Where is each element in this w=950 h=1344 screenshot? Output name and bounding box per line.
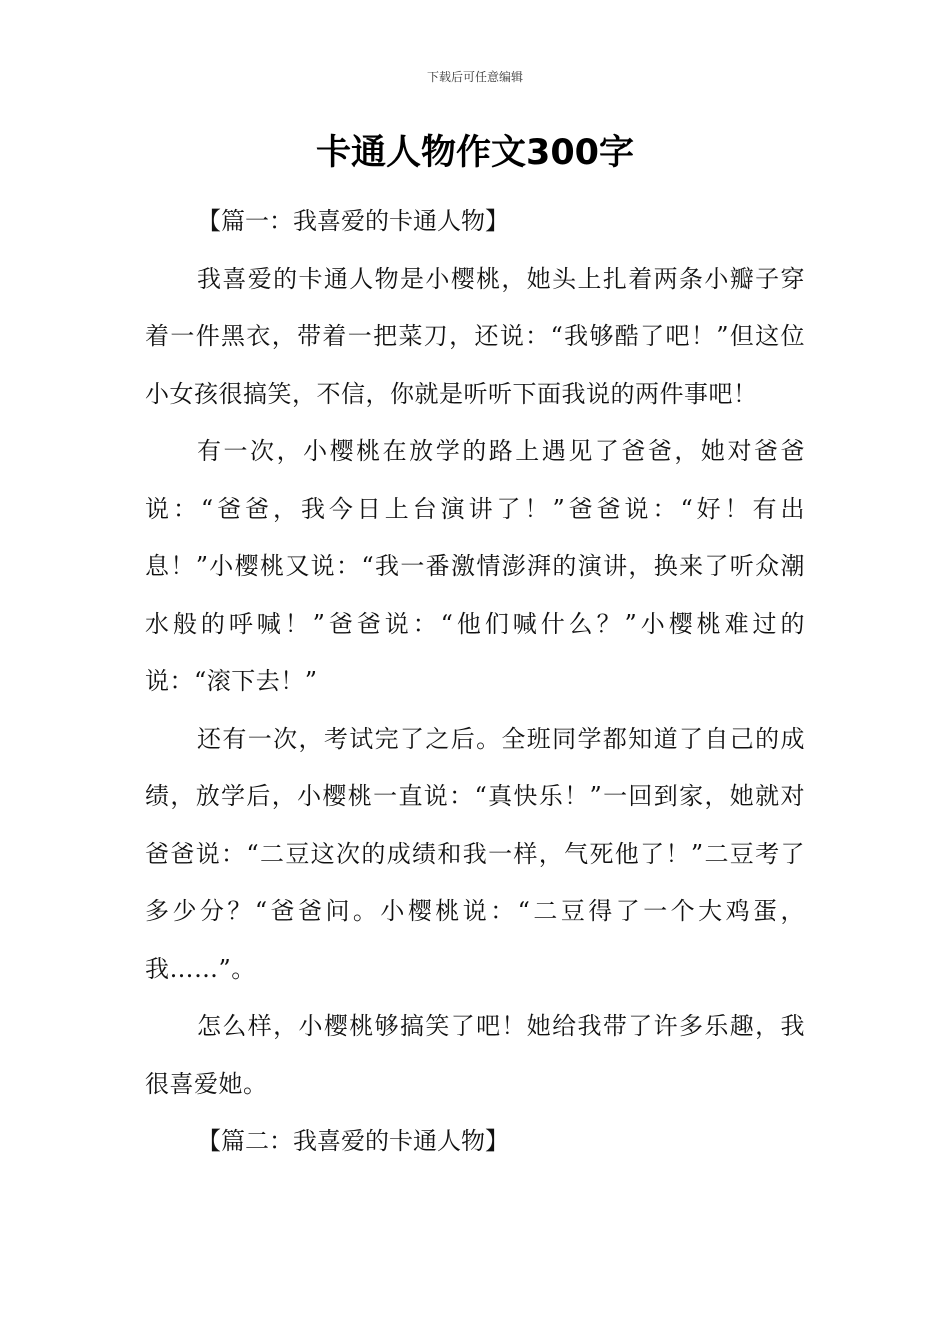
document-body	[145, 193, 805, 1171]
section-heading-2: 【篇二：我喜爱的卡通人物】	[197, 1127, 509, 1155]
paragraph: 有一次，小樱桃在放学的路上遇见了爸爸，她对爸爸说：“爸爸，我今日上台演讲了！”爸爸说：“好！有出息！”小樱桃又说：“我一番激情澎湃的演讲，换来了听众潮水般的呼喊！”爸爸说：“他们喊什么？”小樱桃难过的说：“滚下去！”	[145, 437, 805, 695]
page-header-note: 下载后可任意编辑	[426, 70, 523, 84]
paragraph: 我喜爱的卡通人物是小樱桃，她头上扎着两条小瓣子穿着一件黑衣，带着一把菜刀，还说：“我够酷了吧！”但这位小女孩很搞笑，不信，你就是听听下面我说的两件事吧！	[145, 264, 805, 408]
document-title: 卡通人物作文300字	[315, 133, 635, 173]
paragraph: 怎么样，小樱桃够搞笑了吧！她给我带了许多乐趣，我很喜爱她。	[145, 1012, 805, 1098]
paragraph: 还有一次，考试完了之后。全班同学都知道了自己的成绩，放学后，小樱桃一直说：“真快乐！”一回到家，她就对爸爸说：“二豆这次的成绩和我一样，气死他了！”二豆考了多少分？“爸爸问。小樱桃说：“二豆得了一个大鸡蛋，我……”。	[145, 724, 805, 983]
section-heading-1: 【篇一：我喜爱的卡通人物】	[197, 207, 509, 235]
